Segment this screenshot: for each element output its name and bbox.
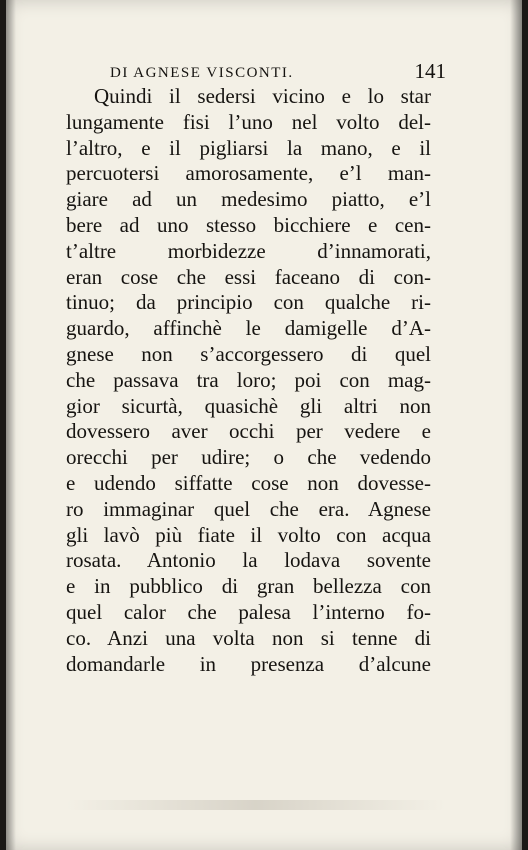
text-line: quel calor che palesa l’interno fo- [66,599,431,624]
text-line: gnese non s’accorgessero di quel [66,341,431,366]
page-edge-shadow-left [6,0,16,850]
text-line: t’altre morbidezze d’innamorati, [66,238,431,263]
text-line: co. Anzi una volta non si tenne di [66,625,431,650]
book-page [6,0,522,850]
text-line: ro immaginar quel che era. Agnese [66,496,431,521]
page-header [110,59,446,85]
body-text [66,84,431,677]
text-line: l’altro, e il pigliarsi la mano, e il [66,135,431,160]
page-edge-shadow-right [510,0,522,850]
text-line: guardo, affinchè le damigelle d’A- [66,316,431,341]
text-line: eran cose che essi faceano di con- [66,264,431,289]
running-head: DI AGNESE VISCONTI. [110,65,294,81]
text-line: dovessero aver occhi per vedere e [66,419,431,444]
text-line: che passava tra loro; poi con mag- [66,367,431,392]
text-line: e udendo siffatte cose non dovesse- [66,470,431,495]
text-line: rosata. Antonio la lodava sovente [66,548,431,573]
text-line: percuotersi amorosamente, e’l man- [66,161,431,186]
text-line: Quindi il sedersi vicino e lo star [94,84,431,108]
text-line: gior sicurtà, quasichè gli altri non [66,393,431,418]
text-line: e in pubblico di gran bellezza con [66,574,431,599]
text-line: orecchi per udire; o che vedendo [66,445,431,470]
paper-smudge [66,800,446,810]
text-line: tinuo; da principio con qualche ri- [66,290,431,315]
text-line: lungamente fisi l’uno nel volto del- [66,109,431,134]
text-line: gli lavò più fiate il volto con acqua [66,522,431,547]
page-number: 141 [414,59,446,83]
text-line: bere ad uno stesso bicchiere e cen- [66,212,431,237]
text-line: giare ad un medesimo piatto, e’l [66,187,431,212]
text-line: domandarle in presenza d’alcune [66,651,431,676]
